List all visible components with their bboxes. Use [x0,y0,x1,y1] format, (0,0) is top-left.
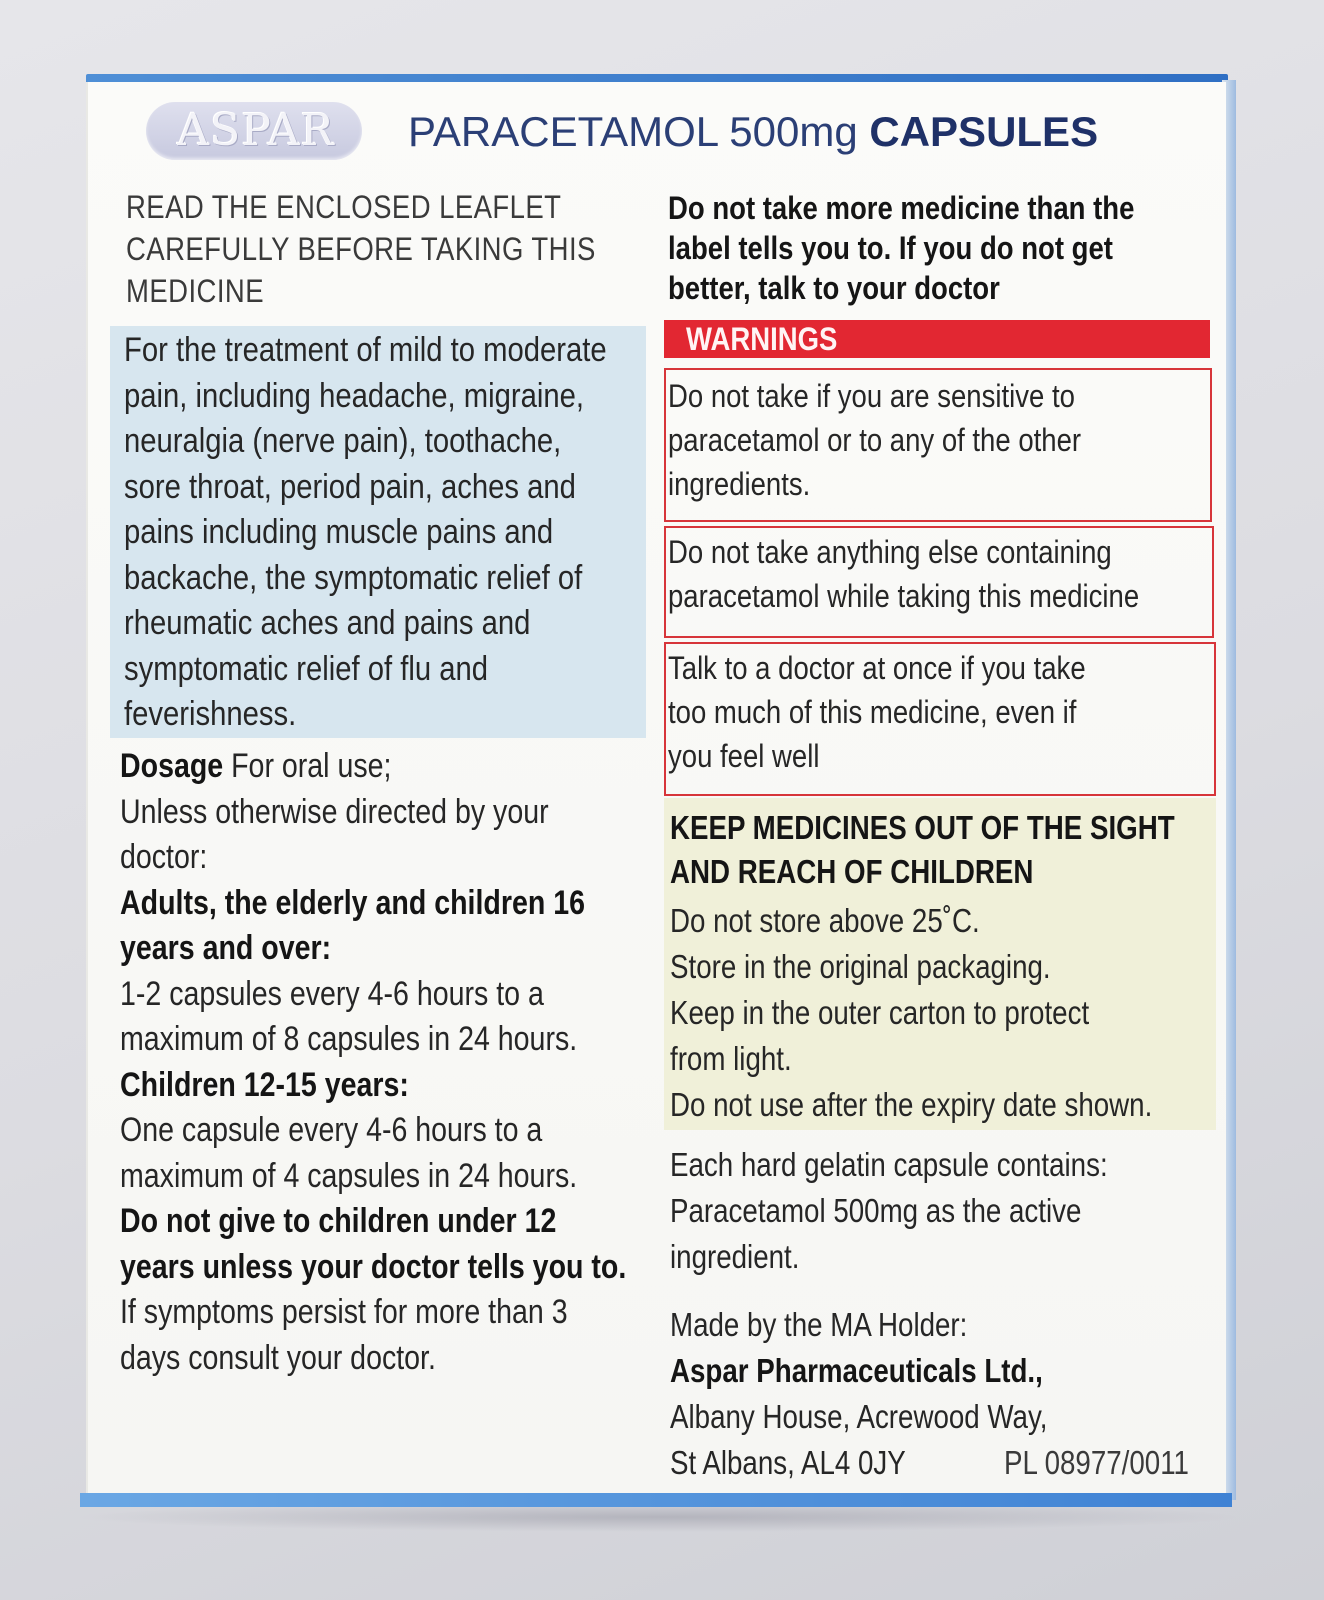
read-leaflet-notice: READ THE ENCLOSED LEAFLET CAREFULLY BEFORE TAKING THIS MEDICINE [126,189,596,309]
product-title-regular: PARACETAMOL 500mg [408,108,870,155]
keep-out-of-reach-heading: KEEP MEDICINES OUT OF THE SIGHT AND REACH OF CHILDREN [670,809,1175,890]
product-title-bold: CAPSULES [869,108,1099,155]
aspar-logo-text: ASPAR [177,105,335,156]
manufacturer-name: Aspar Pharmaceuticals Ltd., [670,1352,1043,1389]
warning-other-paracetamol-text: Do not take anything else containing paracetamol while taking this medicine [668,534,1140,614]
product-licence-number: PL 08977/0011 [1004,1444,1189,1481]
product-title [408,104,1168,160]
storage-instructions: Do not store above 25˚C. Store in the original packaging. Keep in the outer carton to protect from light. Do not use after the expiry date shown. [670,902,1153,1123]
dosage-section: Dosage For oral use; Unless otherwise directed by your doctor: Adults, the elderly and children 16 years and over: 1-2 capsules every 4-6 hours to a maximum of 8 capsules in 24 hours. Children 12-15 years: One capsule every 4-6 hours to a maximum of 4 capsules in 24 hours. Do not give to children under 12 years unless your doctor tells you to. If symptoms persist for more than 3 days consult your doctor. [120,747,627,1377]
under-12-warning: Do not give to children under 12 [120,1202,557,1240]
warning-overdose-text: Talk to a doctor at once if you take too much of this medicine, even if you feel well [668,650,1086,774]
manufacturer-details: Made by the MA Holder: Aspar Pharmaceuticals Ltd., Albany House, Acrewood Way, St Albans, AL4 0JY [670,1306,1048,1481]
usage-text: For the treatment of mild to moderate pain, including headache, migraine, neuralgia (nerve pain), toothache, sore throat, period pain, aches and pains including muscle pains and backache, the symptomatic relief of rheumatic aches and pains and symptomatic relief of flu and feverishness. [124,331,607,733]
dose-limit-notice: Do not take more medicine than the label tells you to. If you do not get better, talk to your doctor [668,190,1135,306]
warning-sensitivity-text: Do not take if you are sensitive to paracetamol or to any of the other ingredients. [668,378,1082,502]
children-heading: Children 12-15 years: [120,1065,409,1104]
ingredients-statement: Each hard gelatin capsule contains: Paracetamol 500mg as the active ingredient. [670,1146,1108,1275]
carton-bottom-edge [80,1493,1232,1507]
adults-heading: Adults, the elderly and children 16 [120,883,586,922]
dosage-label: Dosage [120,747,224,785]
warnings-heading: WARNINGS [686,321,838,357]
